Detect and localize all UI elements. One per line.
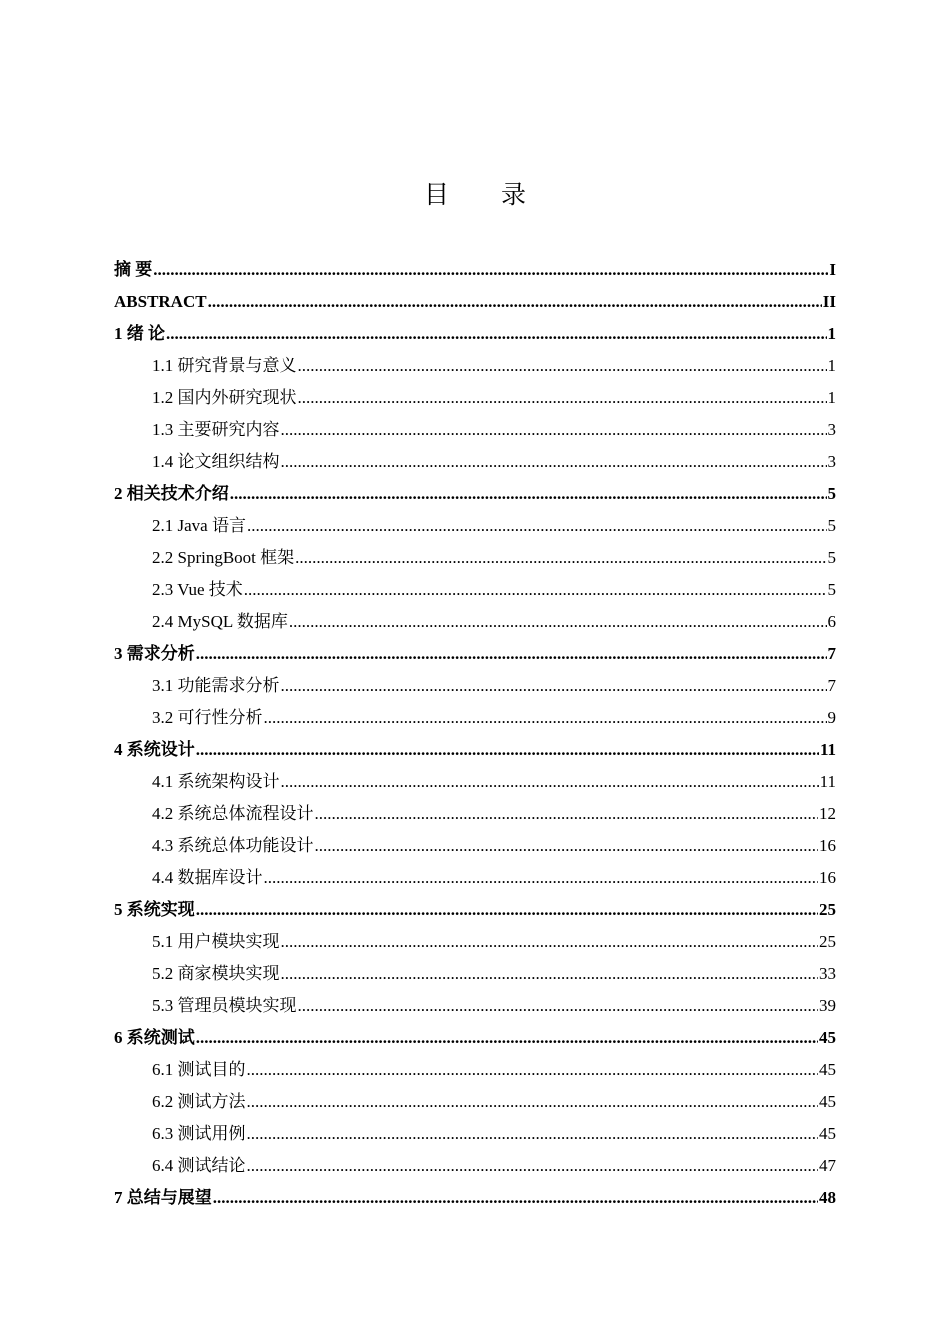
toc-entry-page-number: 48	[819, 1188, 836, 1207]
toc-dot-leader	[196, 638, 827, 670]
toc-entry-label: 3.2 可行性分析	[152, 708, 263, 727]
toc-entry-label: 2.3 Vue 技术	[152, 580, 243, 599]
toc-entry[interactable]	[114, 446, 836, 478]
toc-entry-page-number: 25	[819, 932, 836, 951]
toc-entry-label: 摘 要	[114, 260, 153, 279]
toc-entry[interactable]	[114, 350, 836, 382]
toc-dot-leader	[230, 478, 827, 510]
toc-entry-page-number: 11	[819, 740, 836, 759]
toc-entry-page-number: 16	[819, 868, 836, 887]
toc-entry[interactable]	[114, 862, 836, 894]
toc-entry-page-number: 47	[819, 1156, 836, 1175]
toc-dot-leader	[264, 862, 819, 894]
toc-dot-leader	[289, 606, 827, 638]
toc-entry-label: 4.2 系统总体流程设计	[152, 804, 314, 823]
toc-dot-leader	[153, 254, 828, 286]
toc-entry[interactable]	[114, 574, 836, 606]
toc-entry-label: 5.1 用户模块实现	[152, 932, 280, 951]
toc-dot-leader	[315, 798, 819, 830]
toc-entry[interactable]	[114, 638, 836, 670]
toc-entry-label: 1 绪 论	[114, 324, 165, 343]
toc-entry[interactable]	[114, 926, 836, 958]
toc-list	[114, 254, 836, 1214]
toc-dot-leader	[298, 990, 819, 1022]
toc-entry-label: 6 系统测试	[114, 1028, 195, 1047]
toc-dot-leader	[264, 702, 827, 734]
toc-entry-page-number: 33	[819, 964, 836, 983]
toc-dot-leader	[166, 318, 827, 350]
toc-entry[interactable]	[114, 702, 836, 734]
toc-entry-page-number: 6	[827, 612, 836, 631]
toc-entry-label: 4.3 系统总体功能设计	[152, 836, 314, 855]
toc-entry[interactable]	[114, 254, 836, 286]
toc-entry-label: 6.2 测试方法	[152, 1092, 246, 1111]
toc-entry-label: 2.4 MySQL 数据库	[152, 612, 288, 631]
toc-dot-leader	[281, 446, 827, 478]
toc-entry[interactable]	[114, 766, 836, 798]
toc-entry-label: 2.1 Java 语言	[152, 516, 246, 535]
toc-entry-page-number: 7	[827, 676, 836, 695]
toc-dot-leader	[244, 574, 827, 606]
toc-entry-page-number: 5	[827, 548, 836, 567]
toc-entry-page-number: 45	[819, 1092, 836, 1111]
toc-entry[interactable]	[114, 798, 836, 830]
toc-dot-leader	[247, 510, 827, 542]
toc-dot-leader	[281, 958, 819, 990]
toc-dot-leader	[281, 414, 827, 446]
toc-dot-leader	[247, 1086, 819, 1118]
toc-entry[interactable]	[114, 606, 836, 638]
toc-entry-page-number: 12	[819, 804, 836, 823]
toc-entry[interactable]	[114, 894, 836, 926]
toc-entry-page-number: 9	[827, 708, 836, 727]
toc-dot-leader	[298, 382, 827, 414]
toc-entry[interactable]	[114, 1118, 836, 1150]
toc-entry[interactable]	[114, 830, 836, 862]
toc-entry-label: 2.2 SpringBoot 框架	[152, 548, 295, 567]
toc-entry[interactable]	[114, 478, 836, 510]
toc-entry-label: 5.2 商家模块实现	[152, 964, 280, 983]
toc-entry[interactable]	[114, 1054, 836, 1086]
toc-dot-leader	[247, 1118, 819, 1150]
toc-entry-page-number: 1	[827, 356, 836, 375]
toc-entry-label: 1.4 论文组织结构	[152, 452, 280, 471]
toc-entry[interactable]	[114, 670, 836, 702]
toc-entry-label: 4.4 数据库设计	[152, 868, 263, 887]
toc-entry-label: 6.3 测试用例	[152, 1124, 246, 1143]
toc-entry-page-number: 25	[819, 900, 836, 919]
toc-title: 目 录	[424, 179, 548, 209]
toc-entry-label: 7 总结与展望	[114, 1188, 212, 1207]
toc-dot-leader	[295, 542, 826, 574]
toc-entry[interactable]	[114, 510, 836, 542]
toc-entry-label: 6.4 测试结论	[152, 1156, 246, 1175]
toc-dot-leader	[213, 1182, 818, 1214]
toc-entry[interactable]	[114, 1086, 836, 1118]
toc-entry-label: ABSTRACT	[114, 292, 207, 311]
toc-entry[interactable]	[114, 1150, 836, 1182]
toc-dot-leader	[247, 1054, 819, 1086]
toc-entry[interactable]	[114, 414, 836, 446]
toc-entry-page-number: 45	[819, 1060, 836, 1079]
toc-entry-page-number: 5	[827, 580, 836, 599]
toc-entry-label: 4.1 系统架构设计	[152, 772, 280, 791]
toc-entry[interactable]	[114, 542, 836, 574]
toc-dot-leader	[281, 670, 827, 702]
toc-entry-page-number: 5	[827, 484, 836, 503]
toc-entry-page-number: 3	[827, 420, 836, 439]
toc-entry[interactable]	[114, 990, 836, 1022]
toc-entry-page-number: II	[822, 292, 836, 311]
toc-dot-leader	[208, 286, 822, 318]
toc-entry-label: 2 相关技术介绍	[114, 484, 229, 503]
toc-entry-page-number: 39	[819, 996, 836, 1015]
toc-entry[interactable]	[114, 286, 836, 318]
toc-entry-page-number: 16	[819, 836, 836, 855]
toc-entry[interactable]	[114, 1182, 836, 1214]
toc-entry[interactable]	[114, 382, 836, 414]
toc-entry-page-number: 7	[827, 644, 836, 663]
toc-dot-leader	[196, 734, 819, 766]
toc-entry[interactable]	[114, 734, 836, 766]
toc-entry-label: 1.2 国内外研究现状	[152, 388, 297, 407]
toc-entry-page-number: 45	[819, 1124, 836, 1143]
toc-dot-leader	[281, 926, 819, 958]
toc-dot-leader	[196, 1022, 818, 1054]
toc-entry-label: 6.1 测试目的	[152, 1060, 246, 1079]
toc-entry-label: 3 需求分析	[114, 644, 195, 663]
toc-entry-label: 1.3 主要研究内容	[152, 420, 280, 439]
toc-entry-page-number: 11	[819, 772, 836, 791]
toc-entry-label: 3.1 功能需求分析	[152, 676, 280, 695]
toc-entry-label: 5.3 管理员模块实现	[152, 996, 297, 1015]
toc-entry-label: 5 系统实现	[114, 900, 195, 919]
toc-entry-page-number: 1	[827, 324, 836, 343]
toc-entry-page-number: 1	[827, 388, 836, 407]
toc-entry[interactable]	[114, 958, 836, 990]
toc-dot-leader	[315, 830, 819, 862]
toc-entry-label: 4 系统设计	[114, 740, 195, 759]
toc-entry-page-number: 5	[827, 516, 836, 535]
toc-dot-leader	[196, 894, 818, 926]
toc-entry-page-number: I	[829, 260, 836, 279]
toc-entry-page-number: 3	[827, 452, 836, 471]
toc-entry[interactable]	[114, 318, 836, 350]
toc-dot-leader	[298, 350, 827, 382]
toc-entry-page-number: 45	[819, 1028, 836, 1047]
toc-dot-leader	[247, 1150, 819, 1182]
toc-entry[interactable]	[114, 1022, 836, 1054]
toc-entry-label: 1.1 研究背景与意义	[152, 356, 297, 375]
toc-dot-leader	[281, 766, 819, 798]
